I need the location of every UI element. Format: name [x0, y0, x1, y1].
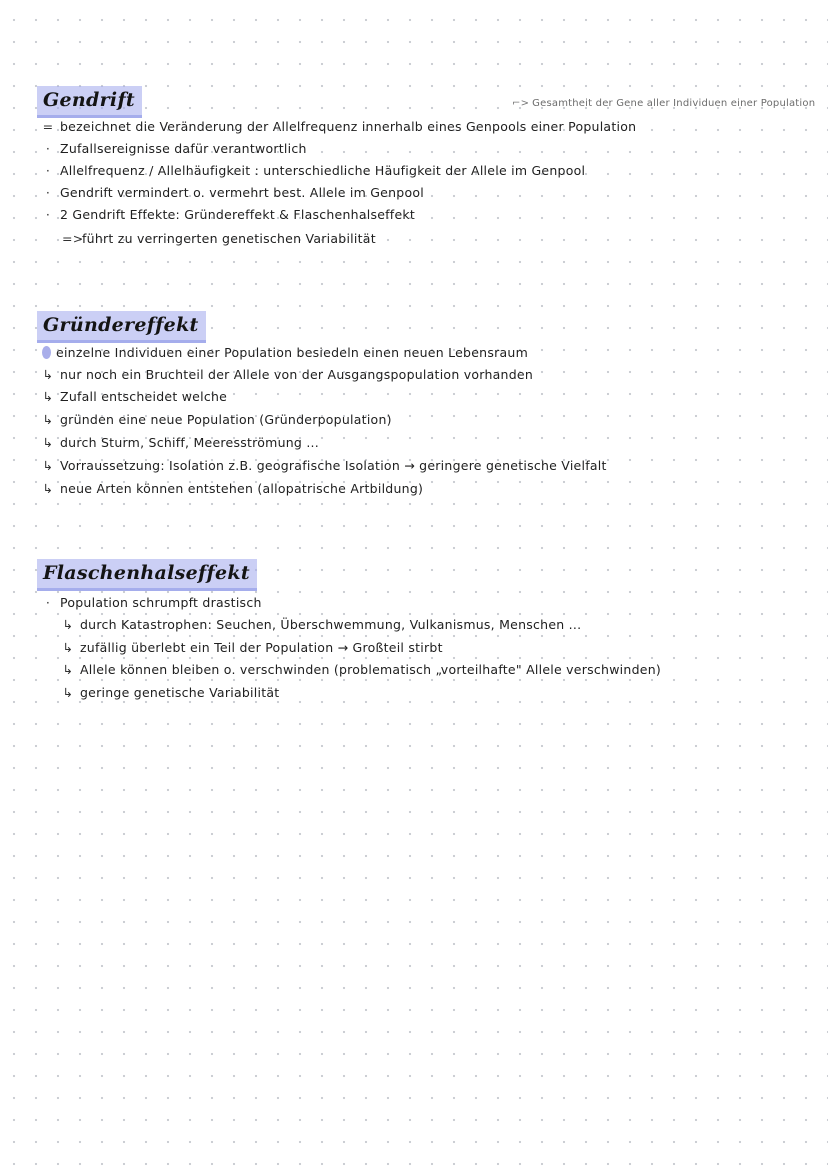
- bullet-marker: ·: [45, 595, 51, 610]
- note-line: [40, 434, 319, 452]
- annotation-genpool-definition: [512, 97, 815, 111]
- highlight-dot-icon: [42, 346, 51, 359]
- note-line: [40, 184, 424, 202]
- note-line: [40, 118, 636, 136]
- note-text: Zufallsereignisse dafür verantwortlich: [60, 141, 307, 156]
- heading-gendrift: Gendrift: [37, 86, 142, 118]
- equals-marker: =: [42, 119, 54, 134]
- note-text: Allele können bleiben o. verschwinden (problematisch „vorteilhafte" Allele verschwinden): [80, 662, 661, 677]
- bullet-marker: ·: [45, 141, 51, 156]
- return-arrow-icon: ↳: [42, 367, 54, 382]
- bullet-marker: ·: [45, 185, 51, 200]
- note-line: [40, 457, 607, 475]
- bullet-marker: ·: [45, 163, 51, 178]
- note-line: [40, 411, 392, 429]
- implies-arrow-icon: =>: [62, 231, 84, 246]
- note-text: geringe genetische Variabilität: [80, 685, 280, 700]
- note-line: [62, 230, 376, 248]
- note-line: [40, 388, 227, 406]
- heading-gruendereffekt: Gründereffekt: [37, 311, 206, 343]
- note-text: nur noch ein Bruchteil der Allele von der Ausgangspopulation vorhanden: [60, 367, 533, 382]
- note-text: führt zu verringerten genetischen Variabilität: [82, 231, 376, 246]
- return-arrow-icon: ↳: [42, 389, 54, 404]
- note-text: Zufall entscheidet welche: [60, 389, 228, 404]
- note-text: Allelfrequenz / Allelhäufigkeit : unterschiedliche Häufigkeit der Allele im Genpool: [60, 163, 586, 178]
- bullet-marker: ·: [45, 207, 51, 222]
- note-line: [40, 594, 262, 612]
- return-arrow-icon: ↳: [62, 662, 74, 677]
- hook-arrow-icon: ⌐>: [512, 98, 530, 109]
- note-line: [40, 366, 533, 384]
- return-arrow-icon: ↳: [42, 412, 54, 427]
- note-text: Population schrumpft drastisch: [60, 595, 262, 610]
- note-text: Vorraussetzung: Isolation z.B. geografische Isolation → geringere genetische Vielfalt: [60, 458, 607, 473]
- return-arrow-icon: ↳: [42, 435, 54, 450]
- note-text: 2 Gendrift Effekte: Gründereffekt & Flaschenhalseffekt: [60, 207, 416, 222]
- note-line: [40, 480, 423, 498]
- note-line: [40, 140, 307, 158]
- return-arrow-icon: ↳: [42, 458, 54, 473]
- note-text: gründen eine neue Population (Gründerpopulation): [60, 412, 392, 427]
- return-arrow-icon: ↳: [62, 640, 74, 655]
- return-arrow-icon: ↳: [62, 685, 74, 700]
- note-line: [40, 206, 415, 224]
- note-text: neue Arten können entstehen (allopatrische Artbildung): [60, 481, 424, 496]
- note-line: [60, 616, 581, 634]
- return-arrow-icon: ↳: [62, 617, 74, 632]
- note-line: [60, 661, 661, 679]
- note-text: bezeichnet die Veränderung der Allelfrequenz innerhalb eines Genpools einer Population: [60, 119, 637, 134]
- note-line: [40, 162, 585, 180]
- note-text: durch Sturm, Schiff, Meeresströmung ...: [60, 435, 319, 450]
- note-text: zufällig überlebt ein Teil der Population → Großteil stirbt: [80, 640, 443, 655]
- note-line: [40, 344, 528, 362]
- note-text: Gendrift vermindert o. vermehrt best. Allele im Genpool: [60, 185, 424, 200]
- heading-flaschenhalseffekt: Flaschenhalseffekt: [37, 559, 257, 591]
- note-line: [60, 684, 279, 702]
- note-text: durch Katastrophen: Seuchen, Überschwemmung, Vulkanismus, Menschen ...: [80, 617, 582, 632]
- note-text: einzelne Individuen einer Population besiedeln einen neuen Lebensraum: [56, 345, 528, 360]
- note-line: [60, 639, 443, 657]
- annotation-text: Gesamtheit der Gene aller Individuen einer Population: [532, 98, 816, 109]
- return-arrow-icon: ↳: [42, 481, 54, 496]
